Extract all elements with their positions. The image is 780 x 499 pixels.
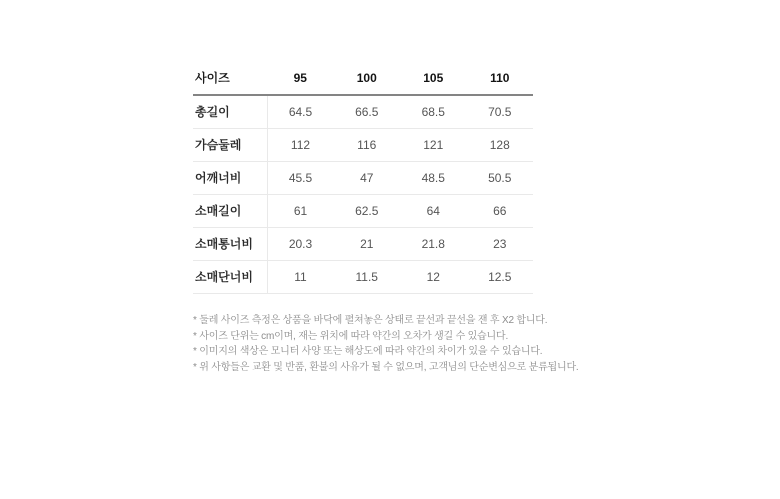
- measurement-value: 116: [334, 128, 401, 161]
- measurement-value: 23: [467, 227, 534, 260]
- measurement-value: 66: [467, 194, 534, 227]
- measurement-value: 12.5: [467, 260, 534, 293]
- measurement-label: 가슴둘레: [193, 128, 267, 161]
- table-row-total-length: [193, 95, 533, 128]
- measurement-value: 45.5: [267, 161, 334, 194]
- table-row-sleeve-width: [193, 227, 533, 260]
- table-row-cuff-width: [193, 260, 533, 293]
- measurement-value: 11.5: [334, 260, 401, 293]
- measurement-value: 61: [267, 194, 334, 227]
- measurement-label: 총길이: [193, 95, 267, 128]
- measurement-value: 128: [467, 128, 534, 161]
- table-row-sleeve-length: [193, 194, 533, 227]
- measurement-value: 47: [334, 161, 401, 194]
- measurement-value: 21.8: [400, 227, 467, 260]
- measurement-label: 소매길이: [193, 194, 267, 227]
- footnote-measurement-method: * 둘레 사이즈 측정은 상품을 바닥에 펼쳐놓은 상태로 끝선과 끝선을 잰 후 X2 합니다.: [193, 315, 548, 326]
- footnote-return-policy: * 위 사항들은 교환 및 반품, 환불의 사유가 될 수 없으며, 고객님의 단순변심으로 분류됩니다.: [193, 361, 579, 373]
- table-row-chest: [193, 128, 533, 161]
- measurement-label: 소매단너비: [193, 260, 267, 293]
- size-column-header-100: 100: [334, 62, 401, 95]
- size-table: [193, 62, 533, 294]
- size-header-label: 사이즈: [193, 62, 267, 95]
- size-column-header-95: 95: [267, 62, 334, 95]
- size-column-header-105: 105: [400, 62, 467, 95]
- measurement-value: 112: [267, 128, 334, 161]
- size-column-header-110: 110: [467, 62, 534, 95]
- measurement-value: 121: [400, 128, 467, 161]
- footnote-unit-cm: * 사이즈 단위는 cm이며, 재는 위치에 따라 약간의 오차가 생길 수 있습니다.: [193, 330, 509, 342]
- measurement-value: 20.3: [267, 227, 334, 260]
- size-chart-footnotes: [193, 313, 633, 375]
- table-row-shoulder: [193, 161, 533, 194]
- measurement-label: 어깨너비: [193, 161, 267, 194]
- size-chart-section: [193, 62, 533, 294]
- measurement-value: 21: [334, 227, 401, 260]
- measurement-value: 66.5: [334, 95, 401, 128]
- measurement-value: 64: [400, 194, 467, 227]
- size-table-header-row: [193, 62, 533, 95]
- measurement-value: 12: [400, 260, 467, 293]
- measurement-value: 62.5: [334, 194, 401, 227]
- measurement-value: 48.5: [400, 161, 467, 194]
- measurement-value: 70.5: [467, 95, 534, 128]
- measurement-value: 50.5: [467, 161, 534, 194]
- footnote-color-difference: * 이미지의 색상은 모니터 사양 또는 해상도에 따라 약간의 차이가 있을 수 있습니다.: [193, 346, 543, 358]
- measurement-value: 68.5: [400, 95, 467, 128]
- measurement-label: 소매통너비: [193, 227, 267, 260]
- measurement-value: 11: [267, 260, 334, 293]
- measurement-value: 64.5: [267, 95, 334, 128]
